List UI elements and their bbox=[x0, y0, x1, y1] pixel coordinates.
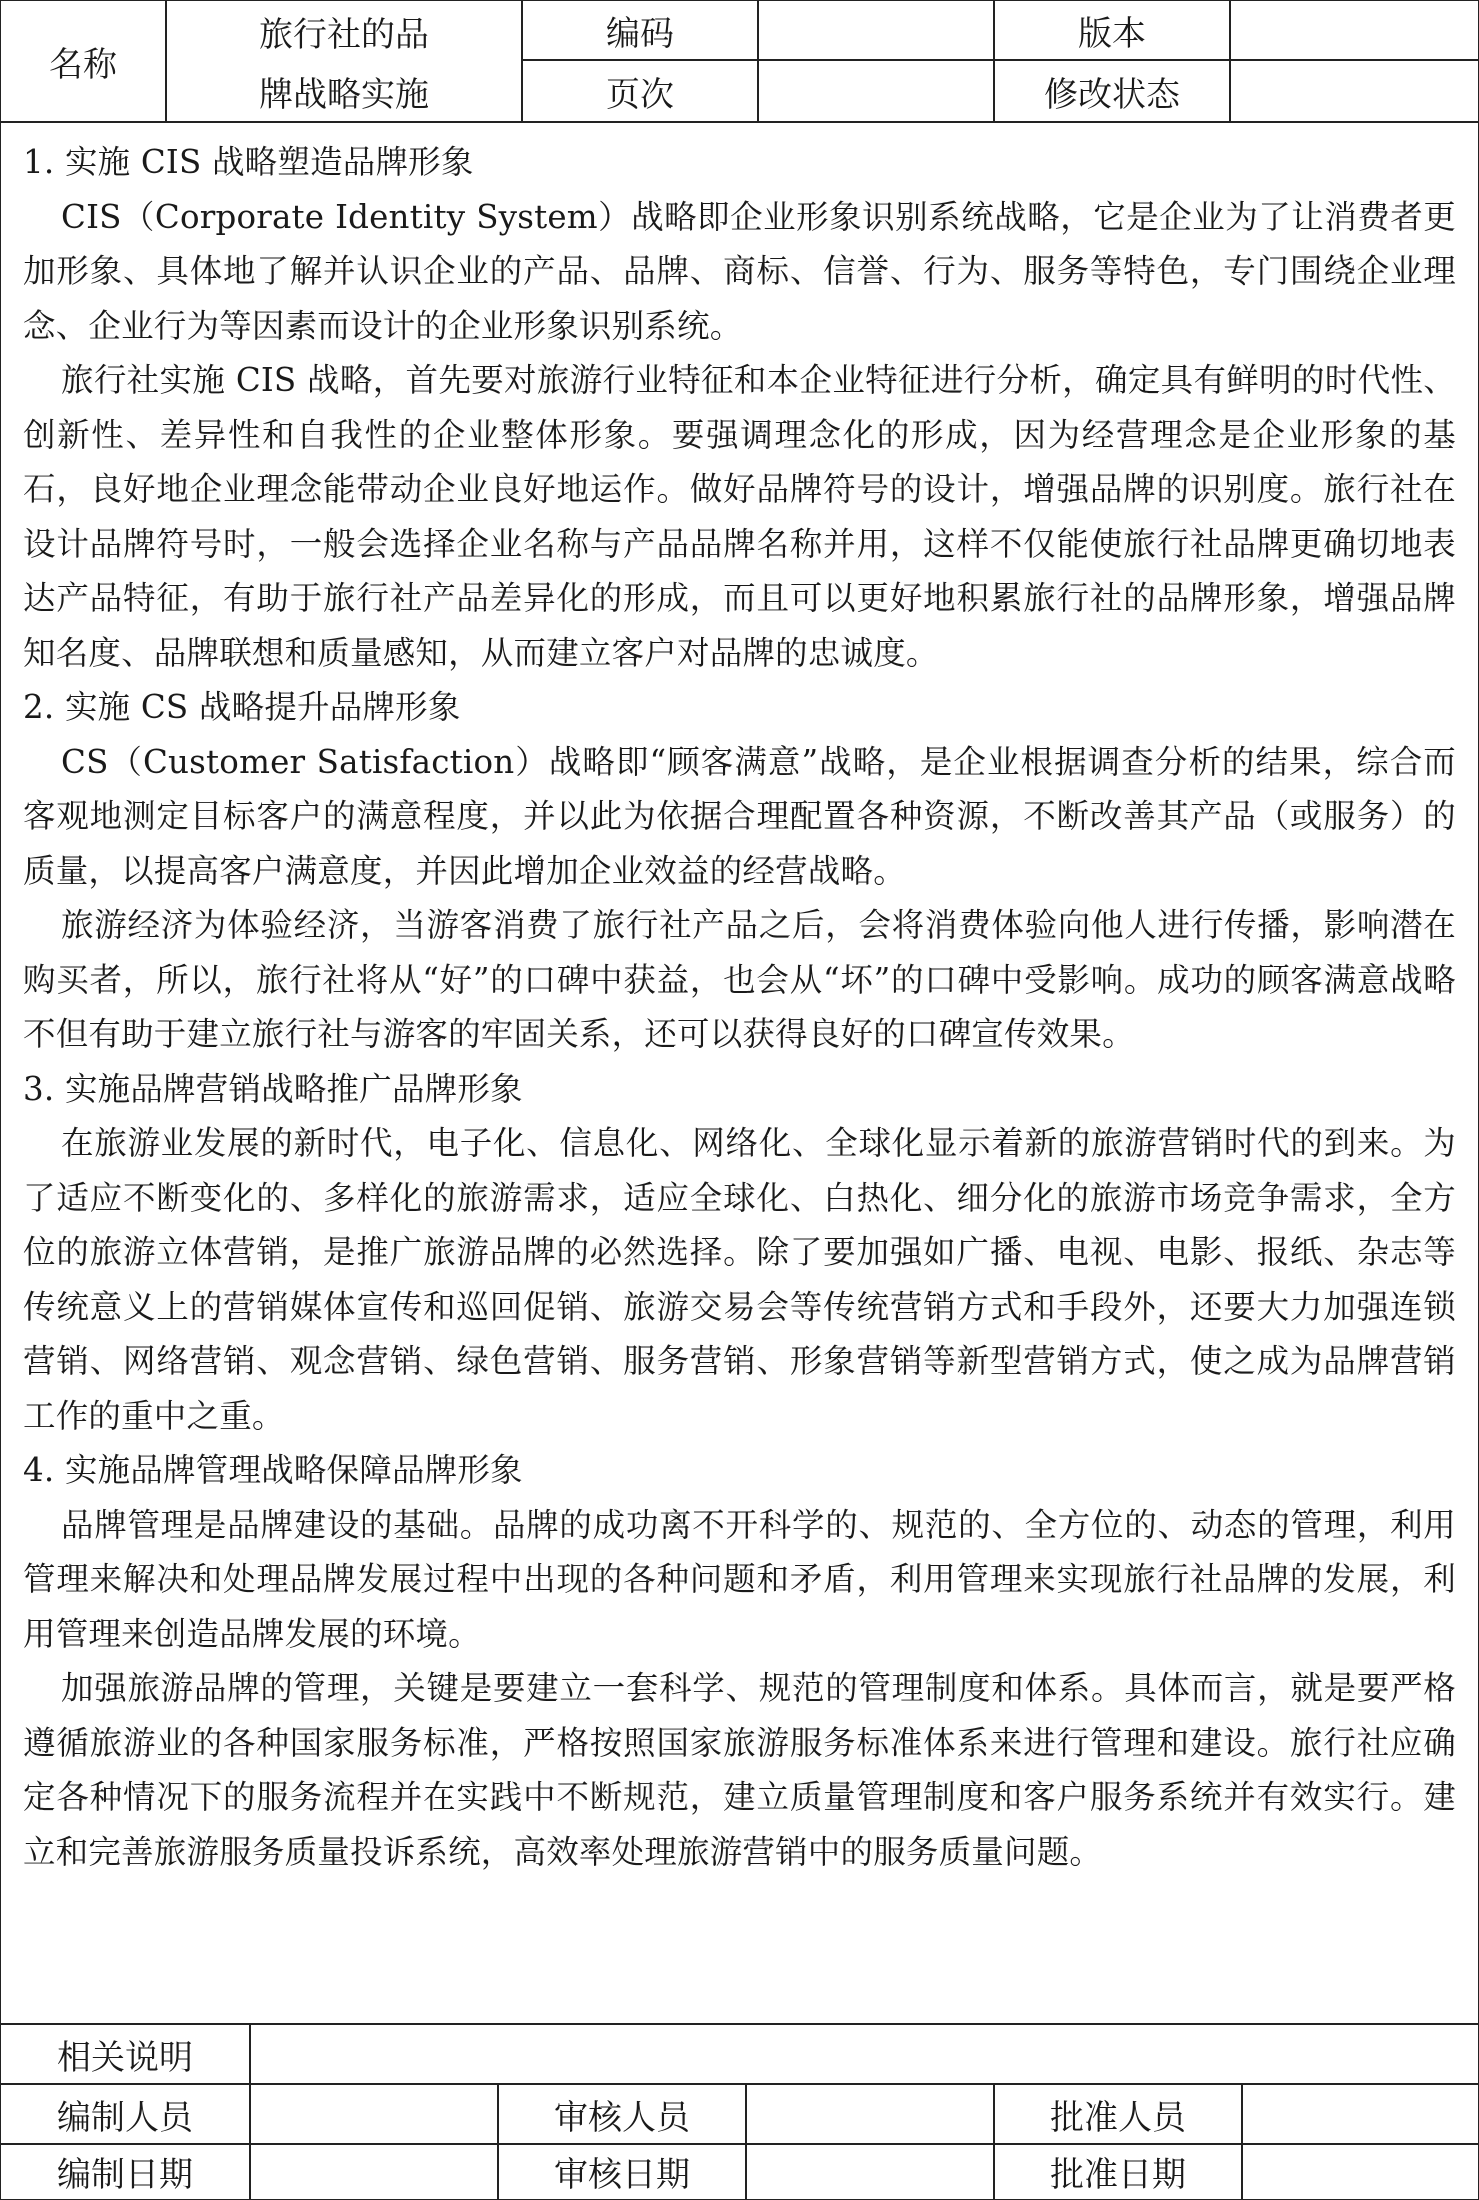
name-label-text: 名称 bbox=[49, 44, 117, 85]
section-1-paragraph-2: 旅行社实施 CIS 战略，首先要对旅游行业特征和本企业特征进行分析，确定具有鲜明的时代性、创新性、差异性和自我性的企业整体形象。要强调理念化的形成，因为经营理念是企业形象的基石，良好地企业理念能带动企业良好地运作。做好品牌符号的设计，增强品牌的识别度。旅行社在设计品牌符号时，一般会选择企业名称与产品品牌名称并用，这样不仅能使旅行社品牌更确切地表达产品特征，有助于旅行社产品差异化的形成，而且可以更好地积累旅行社的品牌形象，增强品牌知名度、品牌联想和质量感知，从而建立客户对品牌的忠诚度。 bbox=[23, 361, 1456, 672]
notes-label bbox=[1, 2025, 251, 2083]
page-label bbox=[523, 61, 759, 121]
footer-persons-row bbox=[1, 2085, 1478, 2145]
section-3-paragraph-1: 在旅游业发展的新时代，电子化、信息化、网络化、全球化显示着新的旅游营销时代的到来。为了适应不断变化的、多样化的旅游需求，适应全球化、白热化、细分化的旅游市场竞争需求，全方位的旅游立体营销，是推广旅游品牌的必然选择。除了要加强如广播、电视、电影、报纸、杂志等传统意义上的营销媒体宣传和巡回促销、旅游交易会等传统营销方式和手段外，还要大力加强连锁营销、网络营销、观念营销、绿色营销、服务营销、形象营销等新型营销方式，使之成为品牌营销工作的重中之重。 bbox=[23, 1124, 1456, 1435]
revision-label-text: 修改状态 bbox=[1044, 74, 1180, 115]
compiled-date-label bbox=[1, 2143, 251, 2199]
name-value bbox=[167, 1, 523, 121]
page-value bbox=[759, 61, 995, 121]
reviewed-date-label-text: 审核日期 bbox=[554, 2154, 690, 2195]
revision-label bbox=[995, 61, 1231, 121]
name-label bbox=[1, 1, 167, 121]
reviewed-by-label-text: 审核人员 bbox=[554, 2097, 690, 2138]
notes-label-text: 相关说明 bbox=[57, 2037, 193, 2078]
section-1-paragraph-1: CIS（Corporate Identity System）战略即企业形象识别系统战略，它是企业为了让消费者更加形象、具体地了解并认识企业的产品、品牌、商标、信誉、行为、服务等特色，专门围绕企业理念、企业行为等因素而设计的企业形象识别系统。 bbox=[23, 197, 1456, 345]
approved-by-label bbox=[995, 2085, 1243, 2143]
revision-value bbox=[1231, 61, 1478, 121]
code-value bbox=[759, 1, 995, 61]
section-1-heading: 1. 实施 CIS 战略塑造品牌形象 bbox=[23, 143, 474, 181]
approved-by-value bbox=[1243, 2085, 1478, 2143]
section-2-paragraph-1: CS（Customer Satisfaction）战略即“顾客满意”战略，是企业根据调查分析的结果，综合而客观地测定目标客户的满意程度，并以此为依据合理配置各种资源，不断改善其产品（或服务）的质量，以提高客户满意度，并因此增加企业效益的经营战略。 bbox=[23, 742, 1456, 890]
reviewed-date-label bbox=[499, 2143, 747, 2199]
compiled-date-value bbox=[251, 2143, 499, 2199]
notes-value bbox=[251, 2025, 1478, 2083]
approved-by-label-text: 批准人员 bbox=[1050, 2097, 1186, 2138]
name-value-line1: 旅行社的品 bbox=[259, 14, 429, 55]
reviewed-by-label bbox=[499, 2085, 747, 2143]
section-4-paragraph-1: 品牌管理是品牌建设的基础。品牌的成功离不开科学的、规范的、全方位的、动态的管理，利用管理来解决和处理品牌发展过程中出现的各种问题和矛盾，利用管理来实现旅行社品牌的发展，利用管理来创造品牌发展的环境。 bbox=[23, 1505, 1456, 1653]
footer-notes-row bbox=[1, 2025, 1478, 2085]
reviewed-by-value bbox=[747, 2085, 995, 2143]
version-label bbox=[995, 1, 1231, 61]
section-4-heading: 4. 实施品牌管理战略保障品牌形象 bbox=[23, 1451, 523, 1489]
code-label bbox=[523, 1, 759, 61]
section-2-paragraph-2: 旅游经济为体验经济，当游客消费了旅行社产品之后，会将消费体验向他人进行传播，影响潜在购买者，所以，旅行社将从“好”的口碑中获益，也会从“坏”的口碑中受影响。成功的顾客满意战略不但有助于建立旅行社与游客的牢固关系，还可以获得良好的口碑宣传效果。 bbox=[23, 906, 1456, 1053]
approved-date-label-text: 批准日期 bbox=[1050, 2154, 1186, 2195]
page-label-text: 页次 bbox=[606, 74, 674, 115]
name-value-line2: 牌战略实施 bbox=[259, 74, 429, 115]
header-table bbox=[1, 1, 1478, 123]
version-label-text: 版本 bbox=[1078, 13, 1146, 54]
section-4-paragraph-2: 加强旅游品牌的管理，关键是要建立一套科学、规范的管理制度和体系。具体而言，就是要严格遵循旅游业的各种国家服务标准，严格按照国家旅游服务标准体系来进行管理和建设。旅行社应确定各种情况下的服务流程并在实践中不断规范，建立质量管理制度和客户服务系统并有效实行。建立和完善旅游服务质量投诉系统，高效率处理旅游营销中的服务质量问题。 bbox=[23, 1669, 1456, 1871]
section-3-heading: 3. 实施品牌营销战略推广品牌形象 bbox=[23, 1069, 523, 1108]
code-label-text: 编码 bbox=[606, 13, 674, 54]
footer-dates-row bbox=[1, 2143, 1478, 2199]
compiled-by-label bbox=[1, 2085, 251, 2143]
compiled-date-label-text: 编制日期 bbox=[57, 2154, 193, 2195]
compiled-by-value bbox=[251, 2085, 499, 2143]
reviewed-date-value bbox=[747, 2143, 995, 2199]
version-value bbox=[1231, 1, 1478, 61]
section-2-heading: 2. 实施 CS 战略提升品牌形象 bbox=[23, 688, 461, 726]
approved-date-value bbox=[1243, 2143, 1478, 2199]
content-body bbox=[1, 123, 1478, 2025]
compiled-by-label-text: 编制人员 bbox=[57, 2097, 193, 2138]
approved-date-label bbox=[995, 2143, 1243, 2199]
